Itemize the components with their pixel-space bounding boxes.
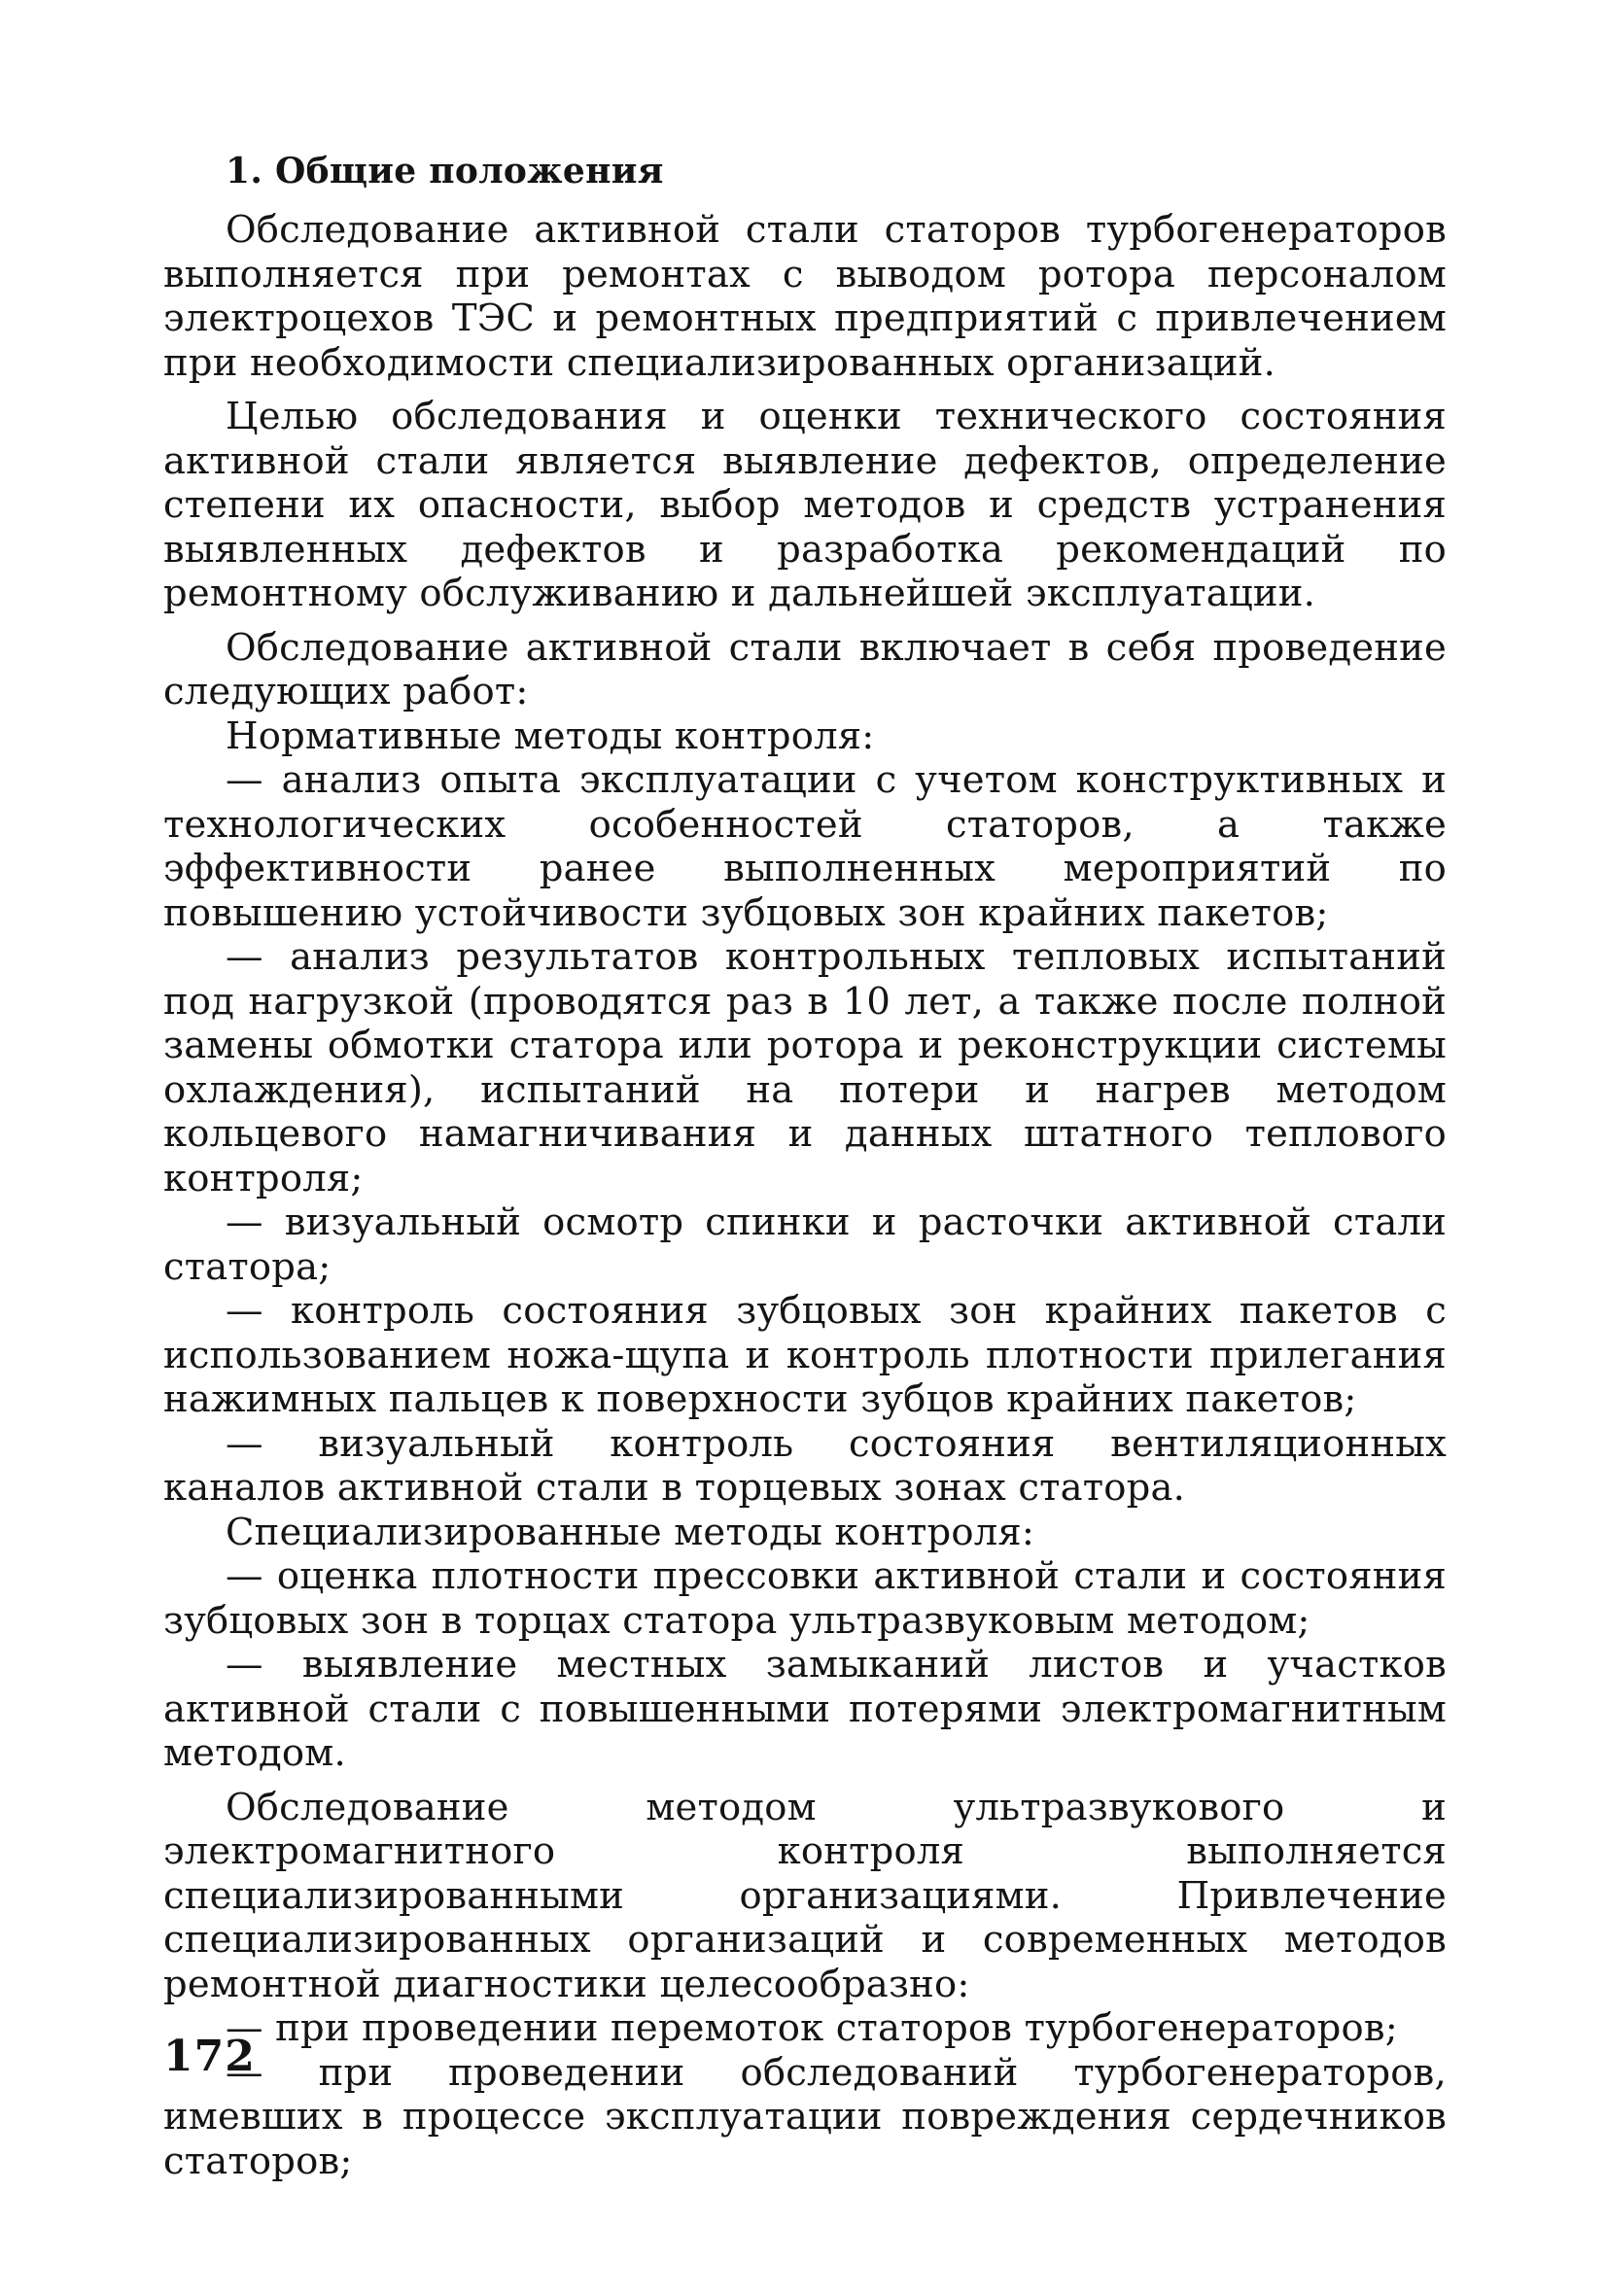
- paragraph-ultrasonic: Обследование методом ультразвукового и электромагнитного контроля выполняется специализированными организациями. Привлечение специализированных организаций и современных методов ремонтной диагностики целесообразно:: [163, 1785, 1447, 2006]
- list-item: — при проведении обследований турбогенераторов, имевших в процессе эксплуатации повреждения сердечников статоров;: [163, 2050, 1447, 2183]
- list-item: — визуальный контроль состояния вентиляционных каналов активной стали в торцевых зонах статора.: [163, 1421, 1447, 1510]
- page-body: [163, 146, 1447, 2183]
- paragraph-normative-heading: Нормативные методы контроля:: [226, 713, 875, 758]
- list-item: — анализ опыта эксплуатации с учетом конструктивных и технологических особенностей статоров, а также эффективности ранее выполненных мероприятий по повышению устойчивости зубцовых зон крайних пакетов;: [163, 758, 1447, 935]
- list-item: — оценка плотности прессовки активной стали и состояния зубцовых зон в торцах статора ультразвуковым методом;: [163, 1554, 1447, 1643]
- list-item: — контроль состояния зубцовых зон крайних пакетов с использованием ножа-щупа и контроль плотности прилегания нажимных пальцев к поверхности зубцов крайних пакетов;: [163, 1289, 1447, 1421]
- list-item: — визуальный осмотр спинки и расточки активной стали статора;: [163, 1200, 1447, 1289]
- section-title: 1. Общие положения: [226, 151, 664, 191]
- page-number: 172: [163, 2032, 256, 2081]
- paragraph-specialized-heading: Специализированные методы контроля:: [226, 1510, 1035, 1554]
- list-item: — выявление местных замыканий листов и участков активной стали с повышенными потерями электромагнитным методом.: [163, 1643, 1447, 1775]
- paragraph-goal: Целью обследования и оценки технического состояния активной стали является выявление дефектов, определение степени их опасности, выбор методов и средств устранения выявленных дефектов и разработка рекомендаций по ремонтному обслуживанию и дальнейшей эксплуатации.: [163, 395, 1447, 615]
- paragraph-intro: Обследование активной стали статоров турбогенераторов выполняется при ремонтах с выводом ротора персоналом электроцехов ТЭС и ремонтных предприятий с привлечением при необходимости специализированных организаций.: [163, 208, 1447, 385]
- list-item: — при проведении перемоток статоров турбогенераторов;: [226, 2006, 1398, 2050]
- list-item: — анализ результатов контрольных тепловых испытаний под нагрузкой (проводятся раз в 10 лет, а также после полной замены обмотки статора или ротора и реконструкции системы охлаждения), испытаний на потери и нагрев методом кольцевого намагничивания и данных штатного теплового контроля;: [163, 935, 1447, 1200]
- paragraph-works: Обследование активной стали включает в себя проведение следующих работ:: [163, 625, 1447, 713]
